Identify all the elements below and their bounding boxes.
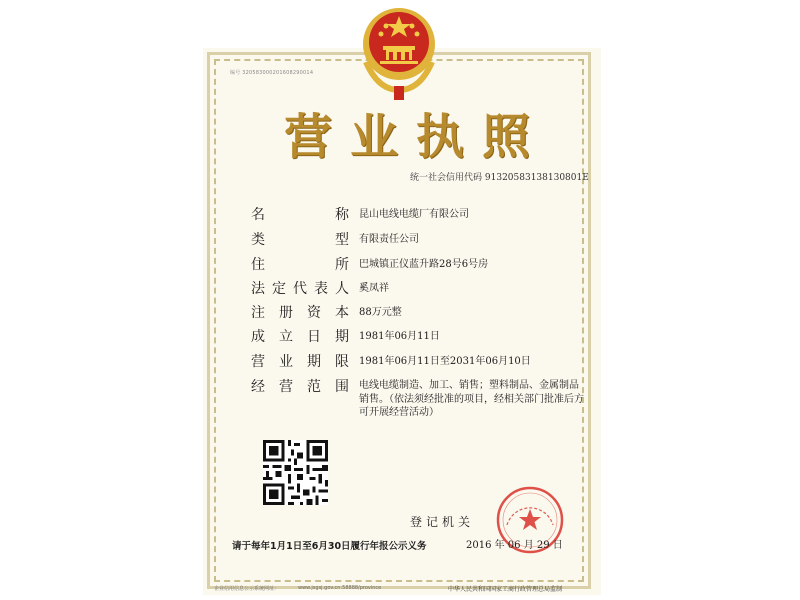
- serial-number: 编号 320583000201608290014: [230, 70, 314, 76]
- license-title: 营业执照: [284, 109, 549, 165]
- credit-code-label: 统一社会信用代码: [410, 173, 483, 183]
- issue-date: 2016 年 06 月 29 日: [466, 540, 563, 551]
- field-value-address: 巴城镇正仪蓝升路28号6号房: [359, 259, 489, 270]
- field-label: 名 称: [251, 207, 349, 223]
- field-label: 法 定 代 表 人: [251, 281, 349, 297]
- qr-code-icon[interactable]: [263, 440, 328, 505]
- field-value-business-scope: 电线电缆制造、加工、销售；塑料制品、金属制品销售。（依法须经批准的项目，经相关部门批准后方可开展经营活动）: [359, 380, 584, 418]
- credit-code: [410, 170, 589, 183]
- national-emblem-icon: [356, 2, 442, 102]
- field-label: 经 营 范 围: [251, 379, 349, 395]
- field-label: 类 型: [251, 232, 349, 248]
- field-label: 注 册 资 本: [251, 305, 349, 321]
- annual-report-notice: 请于每年1月1日至6月30日履行年报公示义务: [232, 541, 427, 552]
- field-value-establish-date: 1981年06月11日: [359, 331, 440, 342]
- field-value-business-term: 1981年06月11日至2031年06月10日: [359, 356, 531, 367]
- field-value-company-name: 昆山电线电缆厂有限公司: [359, 209, 469, 220]
- field-value-legal-representative: 奚凤祥: [359, 283, 389, 294]
- field-label: 住 所: [251, 257, 349, 273]
- field-label: 营 业 期 限: [251, 354, 349, 370]
- field-value-registered-capital: 88万元整: [359, 307, 402, 318]
- footer-url-link[interactable]: www.jsgsj.gov.cn:58888/province: [298, 585, 382, 591]
- registration-authority-label: 登记机关: [410, 515, 475, 529]
- field-label: 成 立 日 期: [251, 329, 349, 345]
- footer-system-label: 企业信用信息公示系统网址：: [214, 586, 280, 592]
- footer-supervisor: 中华人民共和国国家工商行政管理总局监制: [448, 586, 563, 593]
- credit-code-value: 91320583138130801E: [484, 173, 589, 183]
- field-value-type: 有限责任公司: [359, 234, 419, 245]
